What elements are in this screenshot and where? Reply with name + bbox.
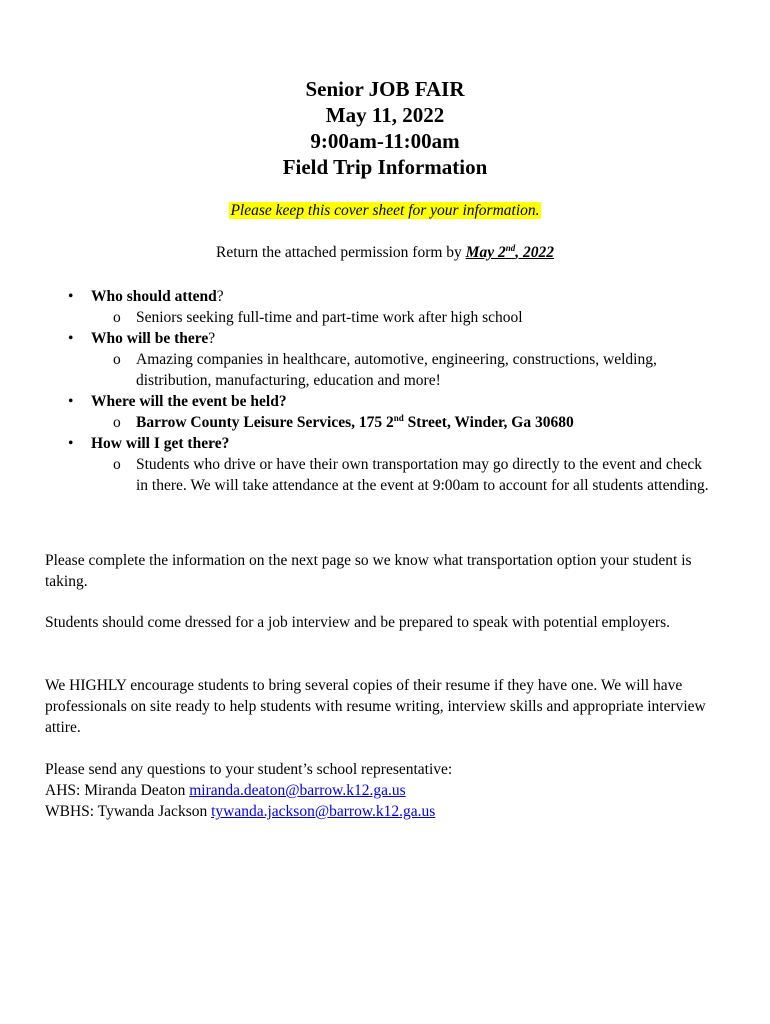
answer-text-part2: Street, Winder, Ga 30680 [403, 414, 574, 431]
question-label: Who will be there [91, 330, 209, 347]
title-block [0, 76, 770, 180]
due-date-part2: , 2022 [515, 244, 554, 261]
question-label: Where will the event be held? [91, 393, 287, 410]
question-label: Who should attend [91, 288, 217, 305]
sub-bullet-icon: o [113, 414, 121, 431]
answer-text: Amazing companies in healthcare, automotive, engineering, constructions, welding, distribution, manufacturing, education and more! [136, 351, 657, 389]
faq-question [0, 286, 770, 307]
faq-answer [0, 412, 770, 433]
event-title: Senior JOB FAIR [305, 77, 465, 101]
faq-question [0, 328, 770, 349]
event-date: May 11, 2022 [325, 103, 445, 127]
ahs-contact-label: AHS: Miranda Deaton [45, 782, 190, 799]
dress-code-paragraph: Students should come dressed for a job interview and be prepared to speak with potential employers. [45, 614, 671, 631]
answer-text-part1: Barrow County Leisure Services, 175 2 [136, 414, 394, 431]
answer-ordinal: nd [393, 412, 404, 423]
question-label: How will I get there? [91, 435, 230, 452]
highlighted-notice-text: Please keep this cover sheet for your information. [230, 202, 540, 219]
due-date-ordinal: nd [505, 242, 516, 253]
document-subtitle: Field Trip Information [282, 155, 488, 179]
wbhs-email-link[interactable]: tywanda.jackson@barrow.k12.ga.us [211, 803, 436, 820]
faq-question [0, 391, 770, 412]
transportation-paragraph: Please complete the information on the next page so we know what transportation option your student is taking. [45, 552, 692, 590]
faq-answer [0, 349, 770, 391]
due-date [466, 244, 554, 261]
wbhs-contact-label: WBHS: Tywanda Jackson [45, 803, 212, 820]
answer-text: Students who drive or have their own transportation may go directly to the event and check in there. We will take attendance at the event at 9:00am to account for all students attending. [136, 456, 709, 494]
faq-question [0, 433, 770, 454]
contacts-block [45, 759, 725, 822]
question-suffix: ? [208, 330, 216, 347]
ahs-contact [45, 780, 725, 801]
sub-bullet-icon: o [113, 456, 121, 473]
return-form-line [0, 244, 770, 262]
faq-answer [0, 307, 770, 328]
event-time: 9:00am-11:00am [310, 129, 460, 153]
resume-paragraph: We HIGHLY encourage students to bring several copies of their resume if they have one. We will have professionals on site ready to help students with resume writing, interview skills and appropriate interview attire. [45, 677, 706, 736]
due-date-part1: May 2 [465, 244, 506, 261]
cover-sheet-notice [0, 202, 770, 220]
bullet-icon: • [68, 288, 74, 305]
contacts-intro: Please send any questions to your student’s school representative: [45, 761, 453, 778]
faq-list [0, 286, 770, 496]
bullet-icon: • [68, 330, 74, 347]
bullet-icon: • [68, 435, 74, 452]
answer-text: Seniors seeking full-time and part-time work after high school [136, 309, 523, 326]
sub-bullet-icon: o [113, 351, 121, 368]
faq-answer [0, 454, 770, 496]
question-suffix: ? [216, 288, 224, 305]
sub-bullet-icon: o [113, 309, 121, 326]
return-prefix: Return the attached permission form by [216, 244, 466, 261]
wbhs-contact [45, 801, 725, 822]
ahs-email-link[interactable]: miranda.deaton@barrow.k12.ga.us [189, 782, 406, 799]
bullet-icon: • [68, 393, 74, 410]
